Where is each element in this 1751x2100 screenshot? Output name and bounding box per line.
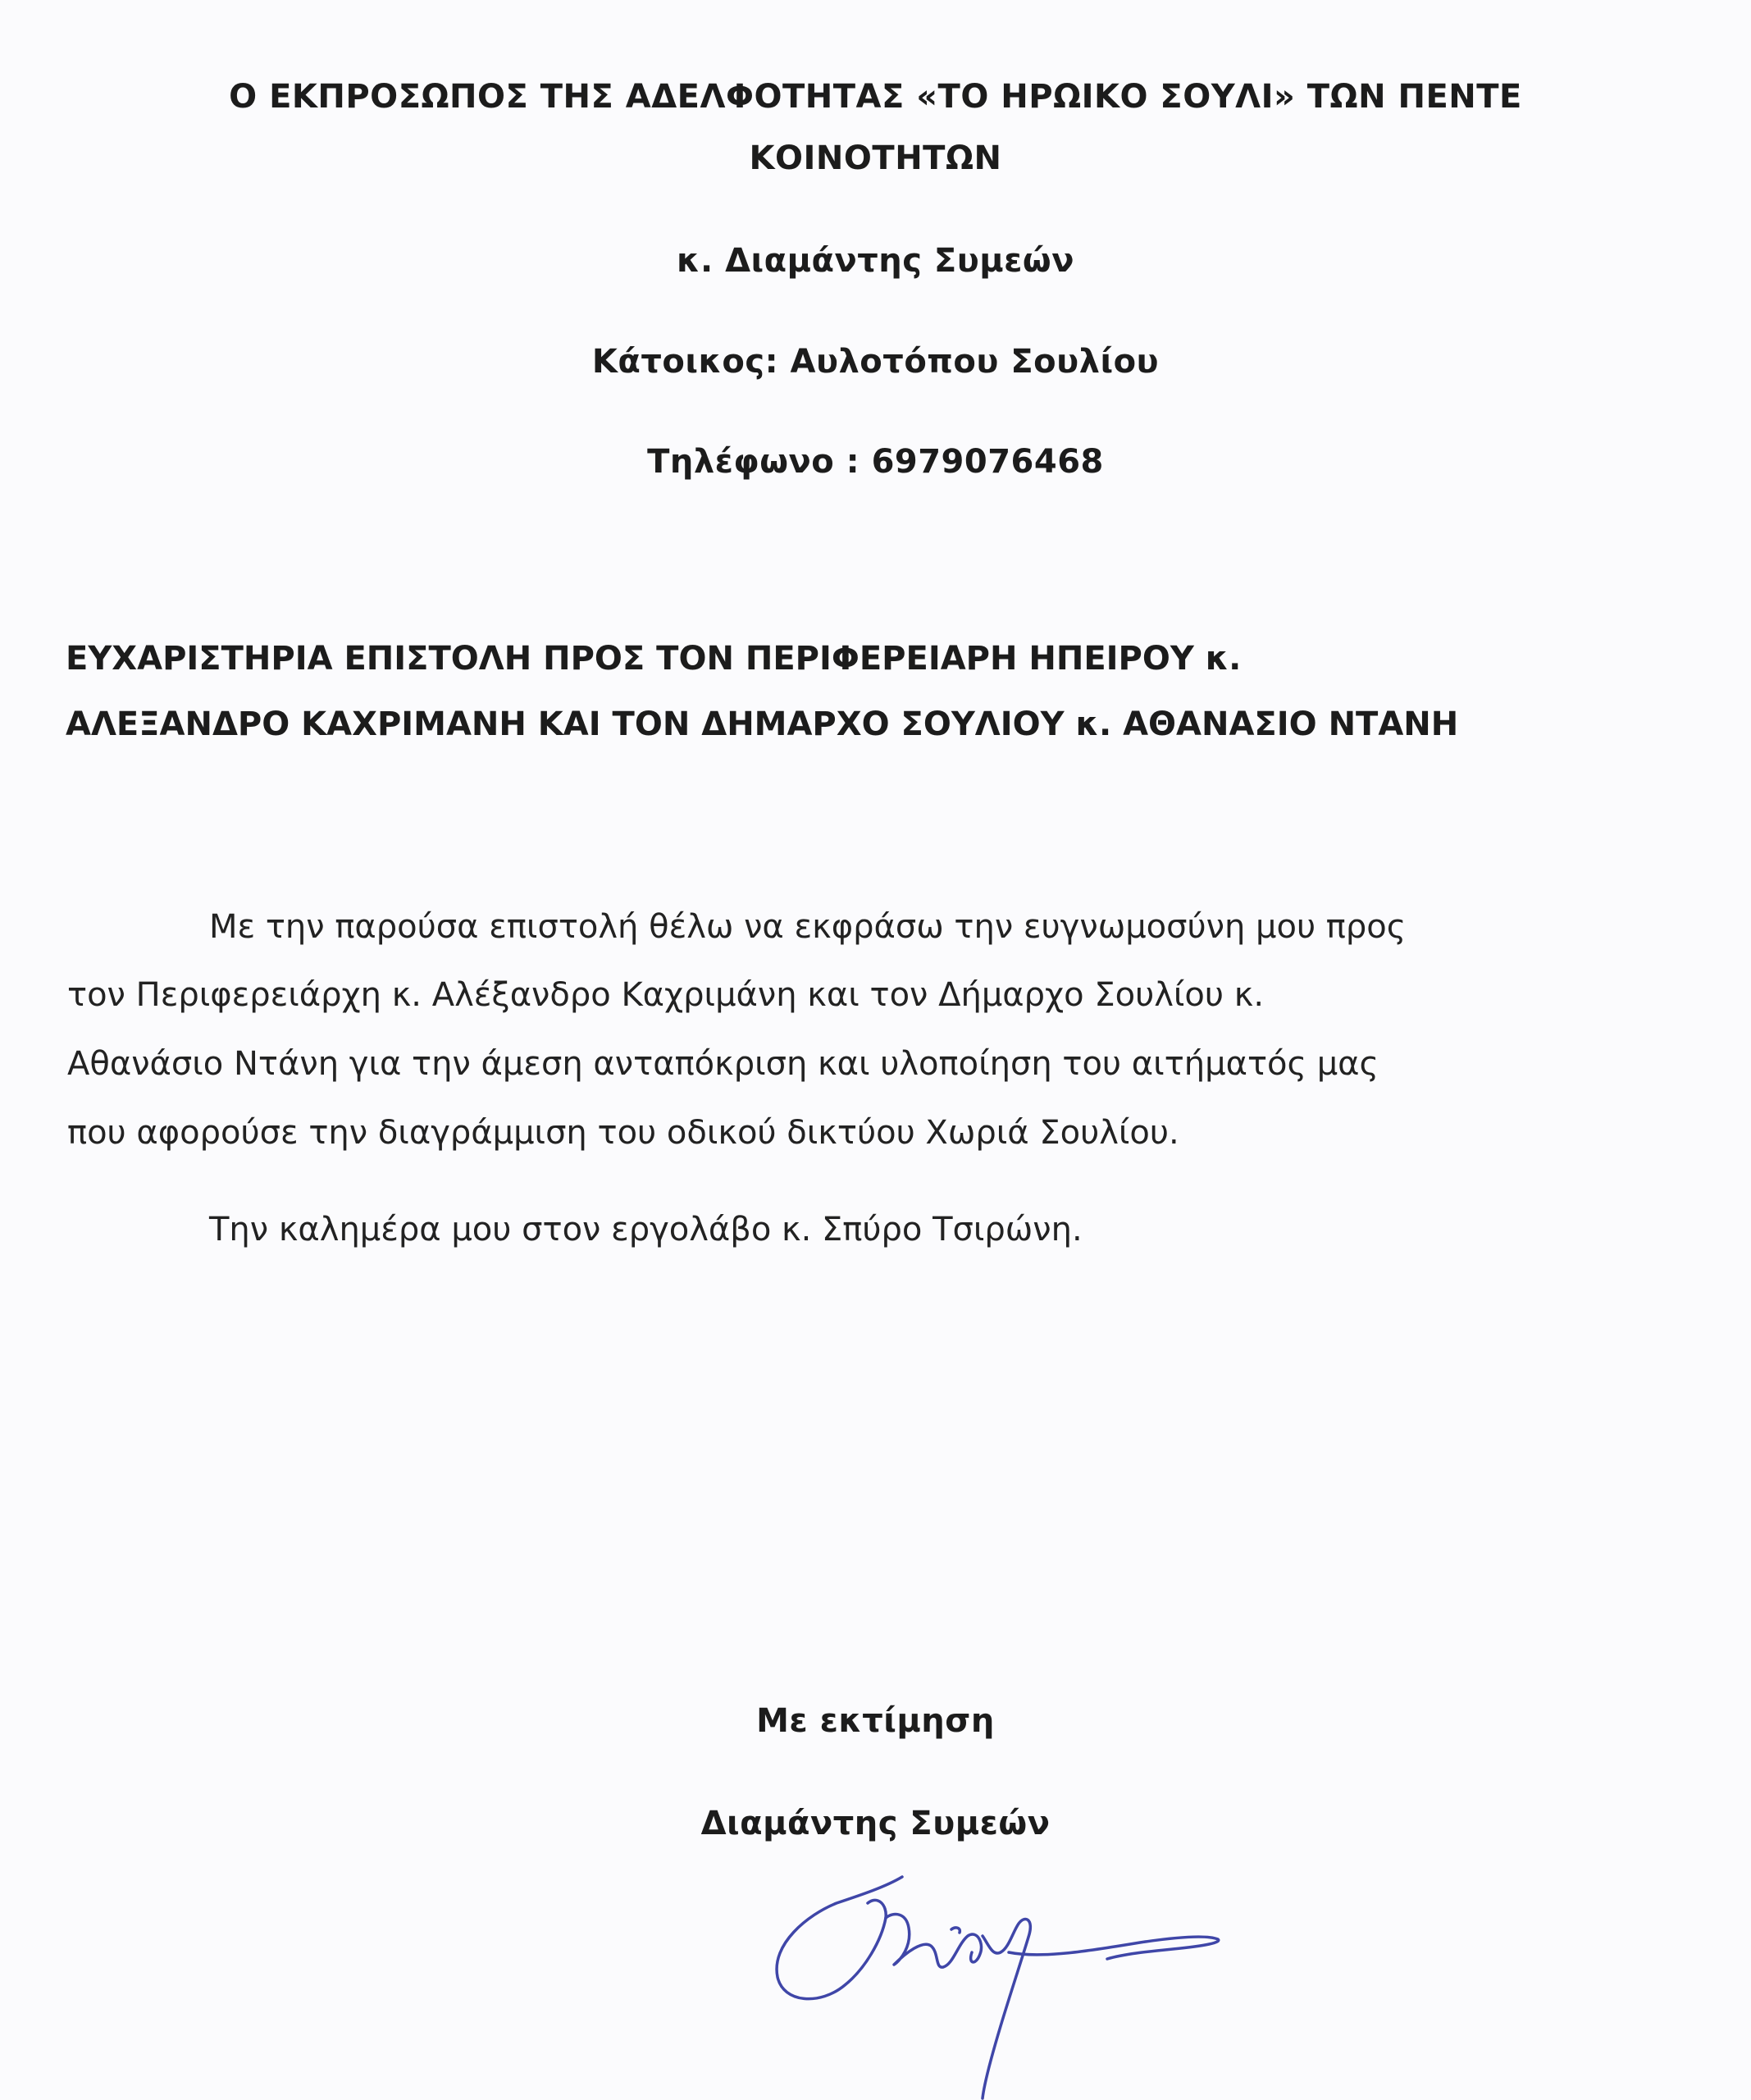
- header-line-1: Ο ΕΚΠΡΟΣΩΠΟΣ ΤΗΣ ΑΔΕΛΦΟΤΗΤΑΣ «ΤΟ ΗΡΩΙΚΟ ΣΟΥΛΙ» ΤΩΝ ΠΕΝΤΕ: [229, 78, 1522, 116]
- closing-signatory: Διαμάντης Συμεών: [700, 1805, 1051, 1842]
- sender-phone: Τηλέφωνο : 6979076468: [647, 443, 1104, 481]
- body-line-2: τον Περιφερειάρχη κ. Αλέξανδρο Καχριμάνη και τον Δήμαρχο Σουλίου κ.: [67, 976, 1265, 1014]
- sender-residence: Κάτοικος: Αυλοτόπου Σουλίου: [591, 343, 1160, 381]
- header-line-2: ΚΟΙΝΟΤΗΤΩΝ: [749, 139, 1002, 177]
- body-line-4: που αφορούσε την διαγράμμιση του οδικού δικτύου Χωριά Σουλίου.: [67, 1114, 1179, 1152]
- handwritten-signature: [763, 1854, 1230, 2100]
- body-line-1: Με την παρούσα επιστολή θέλω να εκφράσω την ευγνωμοσύνη μου προς: [209, 908, 1407, 946]
- subject-line-1: ΕΥΧΑΡΙΣΤΗΡΙΑ ΕΠΙΣΤΟΛΗ ΠΡΟΣ ΤΟΝ ΠΕΡΙΦΕΡΕΙΑΡΗ ΗΠΕΙΡΟΥ κ.: [66, 640, 1242, 678]
- closing-salutation: Με εκτίμηση: [756, 1702, 995, 1740]
- subject-line-2: ΑΛΕΞΑΝΔΡΟ ΚΑΧΡΙΜΑΝΗ ΚΑΙ ΤΟΝ ΔΗΜΑΡΧΟ ΣΟΥΛΙΟΥ κ. ΑΘΑΝΑΣΙΟ ΝΤΑΝΗ: [66, 705, 1459, 743]
- sender-name: κ. Διαμάντης Συμεών: [677, 242, 1074, 280]
- body-line-3: Αθανάσιο Ντάνη για την άμεση ανταπόκριση και υλοποίηση του αιτήματός μας: [67, 1045, 1379, 1083]
- body-paragraph-2: Την καλημέρα μου στον εργολάβο κ. Σπύρο Τσιρώνη.: [209, 1211, 1083, 1249]
